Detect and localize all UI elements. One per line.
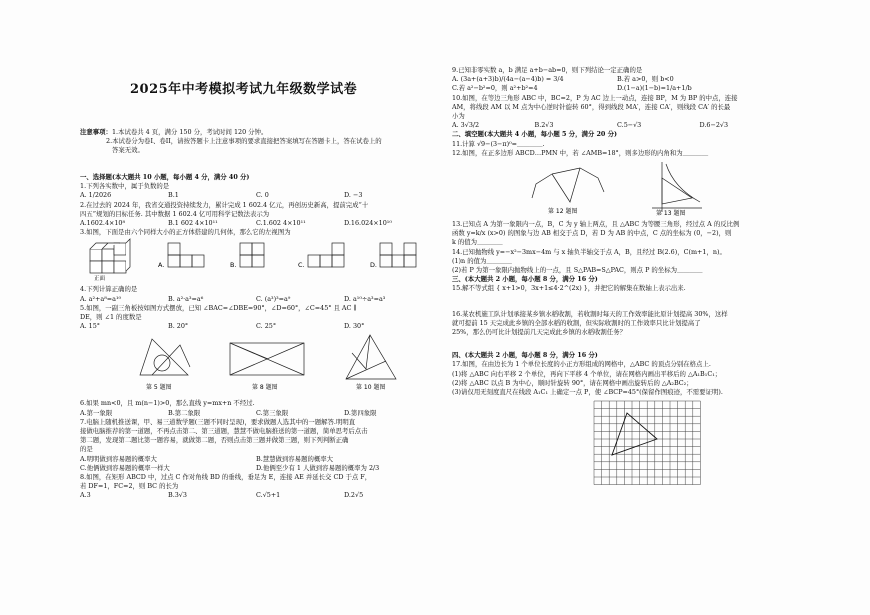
q17-triangle-abc: [612, 413, 657, 455]
q9-option-a: A. (3a+(a+3)b)/(4a−(a−4)b) = 3/4: [452, 75, 564, 84]
q12: 12.如图，在正多边形 ABCD…PMN 中，若 ∠AMB=18°，则多边形的内角和为＿＿＿＿: [452, 148, 709, 157]
q7-options-row-2: [80, 464, 432, 473]
q16-spacer: [452, 337, 782, 351]
q4-option-a: A. a²+a⁸=a¹⁰: [80, 294, 122, 303]
q5-option-c: C. 25°: [256, 322, 277, 331]
q5-option-a: A. 15°: [80, 322, 101, 331]
q3-option-d: D.: [370, 261, 377, 270]
q2-line-1: 2.在过去的 2024 年，我省交通投资持续发力，累计完成 1 602.4 亿元，再创历史新高，提前完成“十: [80, 200, 369, 209]
q2-line-2: 四五”规划的目标任务. 其中数据 1 602.4 亿可用科学记数法表示为: [80, 209, 270, 218]
figure-5-caption: 第 5 题图: [146, 384, 172, 392]
q9-options-row-2: [452, 84, 782, 93]
q5-line-1: 5.如图，一副三角板按如图方式摆放，已知 ∠BAC=∠DBE=90°，∠D=60°，∠C=45° 且 AC ∥: [80, 303, 357, 312]
q3-view-d: [380, 243, 416, 267]
q13-line-3: k 的值为＿＿＿＿: [452, 238, 503, 247]
figure-8-rectangle: [230, 343, 304, 375]
figure-10-caption: 第 10 题图: [356, 384, 386, 392]
q7-option-a: A.明明做到容易题的概率大: [80, 454, 157, 463]
q10-option-a: A. 3√3/2: [452, 121, 480, 130]
q6-options: [80, 409, 432, 418]
q7-option-c: C.他俩做到容易题的概率一样大: [80, 463, 170, 472]
q13-line-1: 13.已知点 A 为第一象限内一点，B，C 为 y 轴上两点，且 △ABC 为等腰三角形，经过点 A 的反比例: [452, 220, 740, 229]
section-2-heading: 二、填空题(本大题共 4 小题，每小题 5 分，满分 20 分): [452, 130, 617, 139]
q4-option-c: C. (a³)³=a⁹: [256, 294, 291, 303]
q7-line-4: 的是: [80, 445, 93, 454]
q2-option-d: D.16.024×10¹⁰: [344, 219, 392, 228]
notes-head: 注意事项：: [80, 128, 112, 136]
q8-option-b: B.3√3: [168, 491, 187, 500]
q3-view-a: [168, 243, 204, 267]
right-column: [452, 66, 782, 496]
q16-line-2: 就可提前 15 天完成此乡镇的全部水稻的收割，但实际收割时的工作效率只比计划提高了: [452, 318, 701, 327]
q15-spacer: [452, 294, 782, 310]
note-2: 2.本试卷分为卷I、卷II，请按答题卡上注意事项的要求直接把答案填写在答题卡上，答在试卷上的: [106, 137, 382, 146]
q1-options: [80, 191, 432, 200]
q3-front-label: 正面: [94, 276, 106, 282]
q5-option-b: B. 20°: [168, 322, 189, 331]
q4-options: [80, 295, 432, 304]
q10-line-3: 小为: [452, 112, 465, 121]
page-title: 2025年中考模拟考试九年级数学试卷: [130, 82, 358, 97]
figure-13-axes: [652, 162, 702, 212]
q17-line-3: (2)将 △ABC 以点 B 为中心，顺时针旋转 90°，请在网格中画出旋转后的 △A₂BC₂；: [452, 378, 693, 387]
q5-options: [80, 322, 432, 331]
q7-line-1: 7.电脑上随机推送课，甲、易三道数学题(三题不同时呈现)，要求做题人选其中的一题解答.明明直: [80, 417, 356, 426]
q1-option-b: B.1: [168, 191, 179, 200]
q4-option-b: B. a²·a³=a⁶: [168, 294, 204, 303]
note-1: 1.本试卷共 4 页，满分 150 分，考试时间 120 分钟。: [111, 128, 268, 136]
figures-12-13: [452, 158, 782, 216]
q3-figure: [80, 237, 432, 281]
q8-option-a: A.3: [80, 491, 91, 500]
figure-13-caption: 第 13 题图: [656, 210, 686, 217]
q8-line-1: 8.如图，在矩形 ABCD 中，过点 C 作对角线 BD 的垂线，垂足为 E，连接 AE 并延长交 CD 于点 F，: [80, 473, 372, 482]
q3-option-b: B.: [230, 261, 237, 270]
left-column: [80, 173, 432, 501]
q7-options-row-1: [80, 455, 432, 464]
q9-option-c: C.若 a²−b²=0，则 a²+b²=4: [452, 84, 538, 93]
q11: 11.计算 √9−(3−π)⁰=＿＿＿＿.: [452, 139, 545, 148]
q14-line-3: (2)若 P 为第一象限内抛物线上的一点，且 S△PAB=S△PAC，则点 P 的坐标为＿＿＿＿: [452, 266, 703, 275]
q5-option-d: D. 30°: [344, 322, 365, 331]
section-1-heading: 一、选择题(本大题共 10 小题，每小题 4 分，满分 40 分): [80, 173, 250, 181]
q4-stem: 4.下列计算正确的是: [80, 285, 138, 294]
q15-line-1: 15.解不等式组 { x+1>0，3x+1≤4·2^(2x) }，并把它的解集在数轴上表示出来.: [452, 284, 686, 293]
figures-5-8-10: [80, 331, 432, 395]
q6-option-b: B.第二象限: [168, 408, 201, 417]
q9-line-1: 9.已知非零实数 a，b 满足 a+b−ab=0，则下列结论一定正确的是: [452, 66, 643, 74]
q6-option-d: D.第四象限: [344, 408, 377, 417]
q2-option-b: B.1 602 4×10¹¹: [168, 219, 218, 228]
q16-line-1: 16.某农机施工队计划承接某乡镇水稻收割，若收割时每天的工作效率能比原计划提高 30%，这样: [452, 309, 728, 318]
figure-5-triangles: [140, 339, 190, 375]
q3-view-c: [308, 243, 344, 267]
q7-line-3: 第二题，发现第二题比第一题容易，就做第二题，否则点击第三题并做第三题，则下列判断正确: [80, 436, 349, 445]
q2-option-c: C.1.602 4×10¹¹: [256, 219, 306, 228]
note-2b: 答案无效。: [112, 146, 144, 155]
q3-option-a: A.: [158, 261, 165, 270]
q6-option-c: C.第三象限: [256, 408, 289, 417]
q9-option-b: B.若 a>0，则 b<0: [617, 75, 674, 84]
q17-grid-figure: [452, 397, 782, 492]
q6-option-a: A.第一象限: [80, 408, 113, 417]
q5-line-2: DE，则 ∠1 的度数是: [80, 313, 142, 322]
q2-options: [80, 219, 432, 228]
q17-line-2: (1)将 △ABC 向右平移 2 个单位，再向下平移 4 个单位，请在网格内画出平移后的 △A₁B₁C₁；: [452, 369, 722, 378]
q17-line-1: 17.如图，在由边长为 1 个单位长度的小正方形组成的网格中，△ABC 的顶点分别在格点上.: [452, 360, 711, 369]
q17-line-4: (3)请仅用无刻度直尺在线段 A₁C₁ 上确定一点 P，使 ∠BCP=45°(保留作图痕迹，不需要证明).: [452, 388, 723, 397]
q14-line-2: (1)n 的值为＿＿＿＿: [452, 256, 512, 265]
q7-line-2: 接做电脑推荐的第一道题，不再点击第二、第三道题，慧慧不做电脑推送的第一道题，简单思考后点击: [80, 427, 368, 436]
q2-option-a: A.1602.4×10⁸: [80, 219, 126, 228]
q6-stem: 6.如果 mn<0，且 m(n−1)>0，那么直线 y=mx+n 不经过.: [80, 399, 255, 408]
q8-option-d: D.2√5: [344, 491, 364, 500]
q8-options: [80, 491, 432, 500]
section-3-heading: 三、(本大题共 2 小题，每小题 8 分，满分 16 分): [452, 275, 598, 284]
cube-stack: [90, 239, 130, 273]
q1-option-c: C. 0: [256, 191, 269, 200]
q3-stem: 3.如图，下面是由六个同样大小的正方体搭建的几何体，那么它的左视图为: [80, 228, 291, 237]
q16-line-3: 25%，那么仍可比计划提前几天完成此乡镇的水稻收割任务？: [452, 328, 626, 337]
q4-option-d: D. a¹⁰÷a³=a³: [344, 294, 386, 303]
q8-line-2: 若 DF=1，FC=2，则 BC 的长为: [80, 482, 179, 491]
q3-option-c: C.: [298, 261, 305, 270]
q1-option-d: D. −3: [344, 191, 363, 200]
q8-option-c: C.√5+1: [256, 491, 281, 500]
q7-option-b: B.慧慧做到容易题的概率大: [256, 454, 334, 463]
figure-12-caption: 第 12 题图: [548, 208, 578, 216]
q9-option-d: D.(1−a)(1−b)=1/a+1/b: [617, 84, 692, 93]
q13-line-2: 函数 y=k/x (x>0) 的图象与边 AB 相交于点 D，若 D 为 AB 的中点，C 点的坐标为 (0，−2)，则: [452, 229, 732, 238]
q14-line-1: 14.已知抛物线 y=−x²−3mx−4m 与 x 轴负半轴交于点 A，B，且经过 B(2.6)，C(m+1，n)。: [452, 247, 726, 256]
figure-8-caption: 第 8 题图: [252, 384, 278, 392]
q10-option-b: B.2√3: [534, 121, 554, 130]
q10-line-2: AM，将线段 AM 以 M 点为中心逆时针旋转 60°，得到线段 MA′，连接 CA′，则线段 CA′ 的长最: [452, 102, 731, 111]
q10-line-1: 10.如图，在等边三角形 ABC 中，BC=2，P 为 AC 边上一动点，连接 BP，M 为 BP 的中点，连接: [452, 93, 738, 102]
q1-stem: 1.下列各实数中，属于负数的是: [80, 182, 170, 191]
q3-view-b: [240, 243, 264, 267]
q10-option-d: D.6−2√3: [699, 121, 729, 130]
figure-10-triangle: [346, 335, 396, 379]
section-4-heading: 四、(本大题共 2 小题，每小题 8 分，满分 16 分): [452, 351, 598, 360]
q10-option-c: C.5−√3: [617, 121, 642, 130]
figure-12-polygon: [532, 168, 604, 202]
q1-option-a: A. 1/2026: [80, 191, 112, 200]
notes: [80, 128, 430, 156]
q7-option-d: D.他俩至少有 1 人做到容易题的概率为 2/3: [256, 463, 380, 472]
